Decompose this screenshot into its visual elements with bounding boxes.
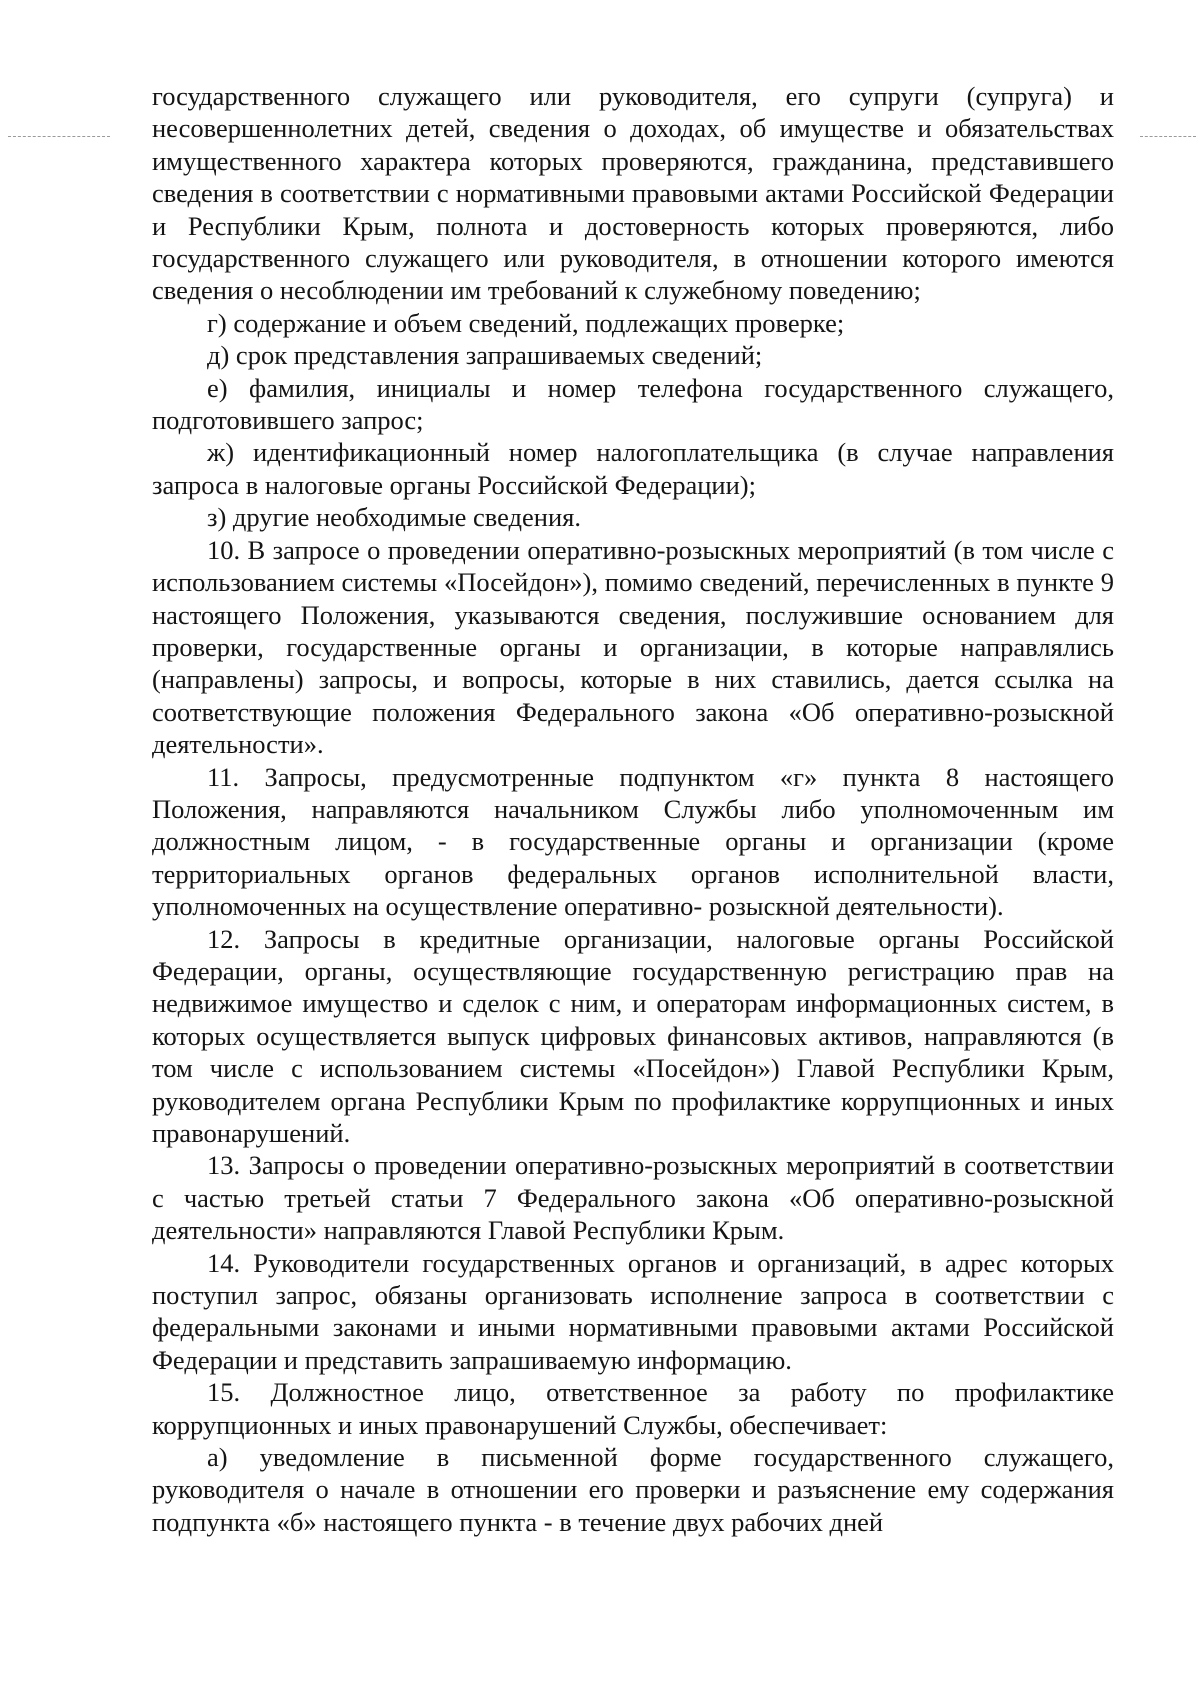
paragraph-item-g: г) содержание и объем сведений, подлежащих проверке;	[207, 307, 845, 338]
right-margin-mark	[1140, 136, 1196, 138]
paragraph-10: 10. В запросе о проведении оперативно-розыскных мероприятий (в том числе с использованием системы «Посейдон»), помимо сведений, перечисленных в пункте 9 настоящего Положения, указываются сведения, послужившие основанием для проверки, государственные органы и организации, в которые направлялись (направлены) запросы, и вопросы, которые в них ставились, дается ссылка на соответствующие положения Федерального закона «Об оперативно-розыскной деятельности».	[152, 534, 1114, 760]
paragraph-13: 13. Запросы о проведении оперативно-розыскных мероприятий в соответствии с частью третьей статьи 7 Федерального закона «Об оперативно-розыскной деятельности» направляются Главой Республики Крым.	[152, 1150, 1114, 1246]
paragraph-14: 14. Руководители государственных органов и организаций, в адрес которых поступил запрос, обязаны организовать исполнение запроса в соответствии с федеральными законами и иными нормативными правовыми актами Российской Федерации и представить запрашиваемую информацию.	[152, 1247, 1114, 1375]
paragraph-item-z: з) другие необходимые сведения.	[207, 502, 581, 533]
paragraph-item-e: е) фамилия, инициалы и номер телефона государственного служащего, подготовившего запрос;	[152, 372, 1114, 436]
paragraph-15: 15. Должностное лицо, ответственное за работу по профилактике коррупционных и иных правонарушений Службы, обеспечивает:	[152, 1377, 1114, 1440]
paragraph-continuation: государственного служащего или руководителя, его супруги (супруга) и несовершеннолетних детей, сведения о доходах, об имуществе и обязательствах имущественного характера которых проверяются, гражданина, представившего сведения в соответствии с нормативными правовыми актами Российской Федерации и Республики Крым, полнота и достоверность которых проверяются, либо государственного служащего или руководителя, в отношении которого имеются сведения о несоблюдении им требований к служебному поведению;	[152, 81, 1114, 306]
paragraph-12: 12. Запросы в кредитные организации, налоговые органы Российской Федерации, органы, осуществляющие государственную регистрацию прав на недвижимое имущество и сделок с ним, и операторам информационных систем, в которых осуществляется выпуск цифровых финансовых активов, направляются (в том числе с использованием системы «Посейдон») Главой Республики Крым, руководителем органа Республики Крым по профилактике коррупционных и иных правонарушений.	[152, 923, 1114, 1148]
left-margin-mark	[8, 136, 110, 138]
document-body	[152, 80, 1114, 1538]
paragraph-15-item-a: а) уведомление в письменной форме государственного служащего, руководителя о начале в отношении его проверки и разъяснение ему содержания подпункта «б» настоящего пункта - в течение двух рабочих дней	[152, 1442, 1114, 1537]
paragraph-item-d: д) срок представления запрашиваемых сведений;	[207, 340, 763, 371]
paragraph-11: 11. Запросы, предусмотренные подпунктом «г» пункта 8 настоящего Положения, направляются начальником Службы либо уполномоченным им должностным лицом, - в государственные органы и организации (кроме территориальных органов федеральных органов исполнительной власти, уполномоченных на осуществление оперативно- розыскной деятельности).	[152, 761, 1114, 922]
paragraph-item-zh: ж) идентификационный номер налогоплательщика (в случае направления запроса в налоговые органы Российской Федерации);	[152, 437, 1114, 500]
